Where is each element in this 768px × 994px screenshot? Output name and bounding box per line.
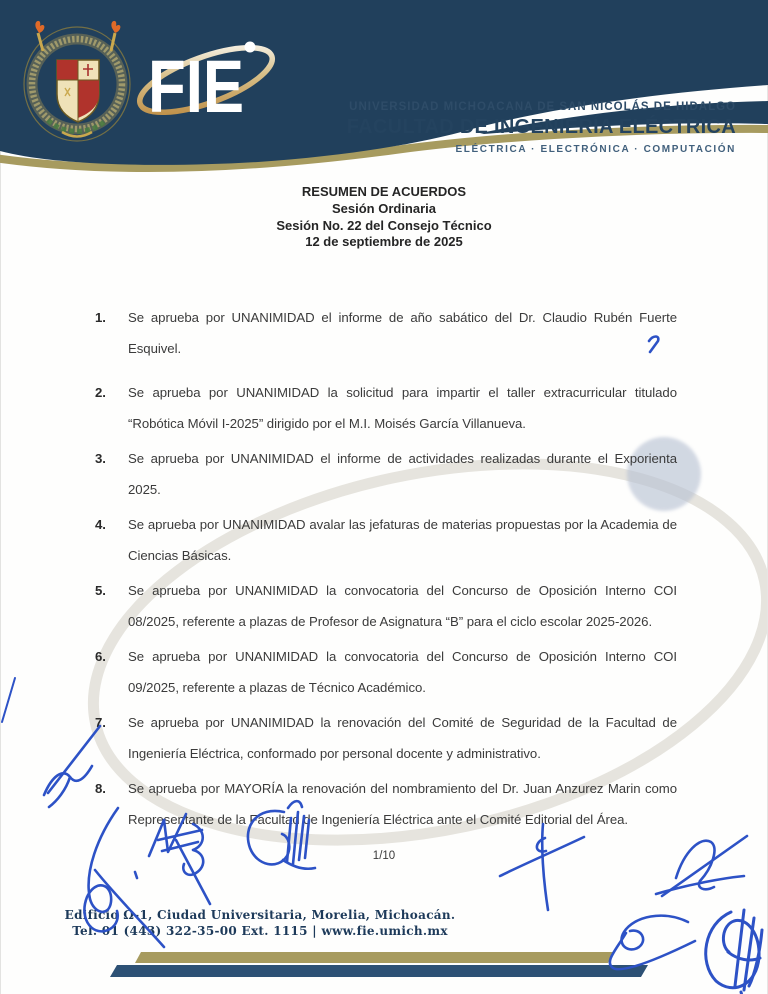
agreements-list: [95, 302, 677, 839]
agreement-item: [95, 641, 677, 703]
session-type: Sesión Ordinaria: [331, 200, 437, 216]
footer-gold-bar: [135, 952, 614, 963]
item-text: Se aprueba por UNANIMIDAD la solicitud para impartir el taller extracurricular titulado “Robótica Móvil I-2025” dirigido por el M.I. Moisés García Villanueva.: [128, 385, 677, 431]
agreement-item: [95, 773, 677, 835]
item-text: Se aprueba por UNANIMIDAD la renovación del Comité de Seguridad de la Facultad de Ingeniería Eléctrica, conformado por personal docente y administrativo.: [128, 715, 677, 761]
item-number: 7.: [95, 715, 106, 730]
seal-shield: [57, 60, 99, 122]
faculty-areas: ELÉCTRICA · ELECTRÓNICA · COMPUTACIÓN: [455, 144, 736, 155]
item-text: Se aprueba por UNANIMIDAD la convocatoria del Concurso de Oposición Interno COI 08/2025, referente a plazas de Profesor de Asignatura “B” para el ciclo escolar 2025-2026.: [128, 583, 677, 629]
session-date: 12 de septiembre de 2025: [305, 234, 463, 250]
page-number: 1/10: [372, 850, 396, 862]
fie-logo-text: FIE: [148, 45, 244, 128]
footer-address: [40, 907, 480, 939]
item-text: Se aprueba por UNANIMIDAD la convocatoria del Concurso de Oposición Interno COI 09/2025, referente a plazas de Técnico Académico.: [128, 649, 677, 695]
footer-bars: [0, 945, 768, 994]
footer-contact-line: Tel. 01 (443) 322-35-00 Ext. 1115 | www.fie.umich.mx: [72, 924, 448, 938]
doc-title: RESUMEN DE ACUERDOS: [301, 184, 467, 199]
item-number: 8.: [95, 781, 106, 796]
item-text: Se aprueba por UNANIMIDAD el informe de actividades realizadas durante el Exporienta 2025.: [128, 451, 677, 497]
item-number: 1.: [95, 310, 106, 325]
agreement-item: [95, 377, 677, 439]
item-number: 3.: [95, 451, 106, 466]
agreement-item: [95, 575, 677, 637]
item-number: 6.: [95, 649, 106, 664]
letterhead-titles: [347, 101, 736, 155]
item-text: Se aprueba por UNANIMIDAD avalar las jefaturas de materias propuestas por la Academia de Ciencias Básicas.: [128, 517, 677, 563]
document-title-block: [0, 184, 768, 251]
agreement-item: [95, 443, 677, 505]
footer-address-line: Edificio Ω-1, Ciudad Universitaria, Morelia, Michoacán.: [64, 908, 456, 922]
agreement-item: [95, 509, 677, 571]
item-number: 2.: [95, 385, 106, 400]
university-name: UNIVERSIDAD MICHOACANA DE SAN NICOLÁS DE HIDALGO: [349, 101, 736, 113]
fie-orbit-dot: [245, 42, 256, 53]
item-number: 4.: [95, 517, 106, 532]
agreement-item: [95, 302, 677, 364]
item-text: Se aprueba por MAYORÍA la renovación del nombramiento del Dr. Juan Anzurez Marin como Representante de la Facultad de Ingeniería Eléctrica ante el Comité Editorial del Área.: [128, 781, 677, 827]
item-text: Se aprueba por UNANIMIDAD el informe de año sabático del Dr. Claudio Rubén Fuerte Esquivel.: [128, 310, 677, 356]
footer-navy-bar: [110, 965, 648, 977]
session-number: Sesión No. 22 del Consejo Técnico: [276, 217, 492, 233]
faculty-name: FACULTAD DE INGENIERÍA ELÉCTRICA: [346, 116, 736, 138]
agreement-item: [95, 707, 677, 769]
item-number: 5.: [95, 583, 106, 598]
